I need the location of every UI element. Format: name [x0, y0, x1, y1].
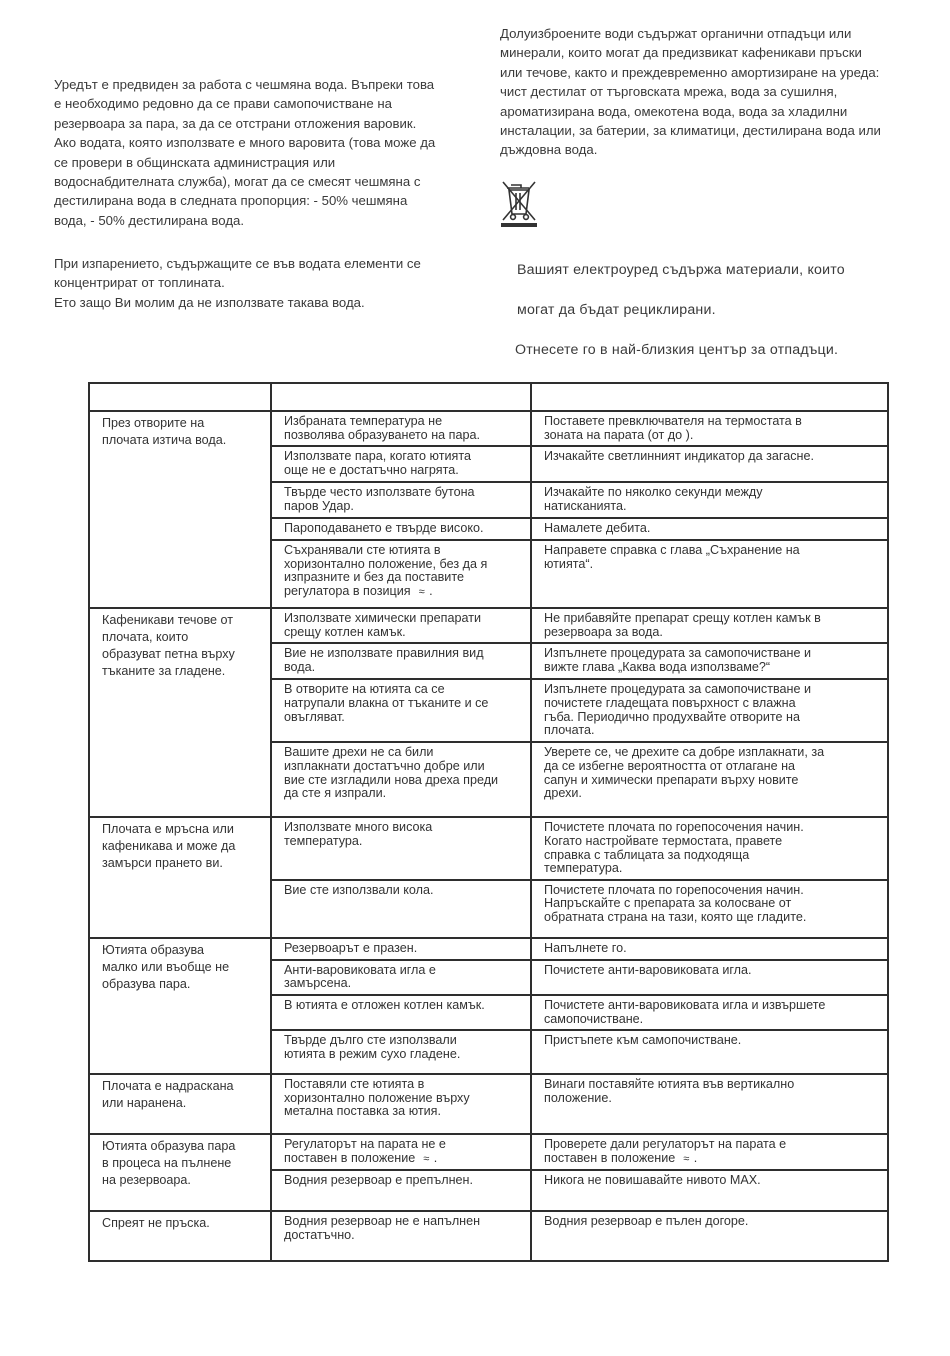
solution-cell: Водния резервоар е пълен догоре. [531, 1211, 888, 1261]
problem-cell: Ютията образува малко или въобще не образува пара. [89, 938, 271, 1074]
table-row [89, 411, 888, 446]
solution-cell: Не прибавяйте препарат срещу котлен камък в резервоара за вода. [531, 608, 888, 643]
solution-cell: Почистете плочата по горепосочения начин. Когато настройвате термостата, правете справка с таблицата за подходяща температура. [531, 817, 888, 879]
recycle-line-1: Вашият електроуред съдържа материали, които [517, 262, 845, 278]
cause-cell: Твърде често използвате бутона паров Удар. [271, 482, 531, 518]
solution-cell: Почистете анти-варовиковата игла и извършете самопочистване. [531, 995, 888, 1030]
recycle-line-3: Отнесете го в най-близкия център за отпадъци. [515, 342, 839, 358]
table-row [89, 1211, 888, 1261]
tap-water-paragraph: Уредът е предвиден за работа с чешмяна вода. Въпреки това е необходимо редовно да се прави самопочистване на резервоара за пара, за да се отстрани отложения варовик. Ако водата, която използвате е много варовита (това може да се провери в общинската администрация или водоснабдителната служба), могат да се смесят чешмяна с дестилирана вода в следната пропорция: - 50% чешмяна вода, - 50% дестилирана вода. [54, 77, 436, 228]
cause-cell: Регулаторът на парата не е поставен в положение ≈ . [271, 1134, 531, 1170]
evaporation-paragraph: При изпарението, съдържащите се във водата елементи се концентрират от топлината. Ето защо Ви молим да не използвате такава вода. [54, 256, 421, 310]
solution-cell: Проверете дали регулаторът на парата е поставен в положение ≈ . [531, 1134, 888, 1170]
table-row [89, 1074, 888, 1134]
problem-cell: Плочата е надраскана или наранена. [89, 1074, 271, 1134]
problem-cell: Кафеникави течове от плочата, които образуват петна върху тъканите за гладене. [89, 608, 271, 817]
problem-cell: Ютията образува пара в процеса на пълнене на резервоара. [89, 1134, 271, 1211]
header-cause [271, 383, 531, 411]
problem-cell: Плочата е мръсна или кафеникава и може да замърси прането ви. [89, 817, 271, 937]
steam-setting-icon: ≈ [423, 1152, 430, 1165]
cause-cell: В отворите на ютията са се натрупали влакна от тъканите и се овъгляват. [271, 679, 531, 742]
solution-cell: Уверете се, че дрехите са добре изплакнати, за да се избегне вероятността от отлагане на сапун и химически препарати върху новите дрехи. [531, 742, 888, 817]
cause-cell: Вие не използвате правилния вид вода. [271, 643, 531, 679]
steam-setting-icon: ≈ [418, 585, 425, 598]
solution-cell: Винаги поставяйте ютията във вертикално положение. [531, 1074, 888, 1134]
solution-cell: Изпълнете процедурата за самопочистване и вижте глава „Каква вода използваме?“ [531, 643, 888, 679]
cause-cell: Вашите дрехи не са били изплакнати достатъчно добре или вие сте изгладили нова дреха преди да сте я изпрали. [271, 742, 531, 817]
table-row [89, 938, 888, 960]
problem-cell: През отворите на плочата изтича вода. [89, 411, 271, 608]
cause-cell: Резервоарът е празен. [271, 938, 531, 960]
header-solution [531, 383, 888, 411]
table-row [89, 1134, 888, 1170]
solution-cell: Поставете превключвателя на термостата в зоната на парата (от до ). [531, 411, 888, 446]
crossed-out-wheeled-bin-icon [499, 179, 539, 227]
solution-cell: Никога не повишавайте нивото MAX. [531, 1170, 888, 1211]
troubleshooting-table [88, 382, 889, 1262]
problem-cell: Спреят не пръска. [89, 1211, 271, 1261]
recycle-line-2: могат да бъдат рециклирани. [517, 302, 716, 318]
cause-cell: Пароподаването е твърде високо. [271, 518, 531, 540]
table-row [89, 817, 888, 879]
cause-cell: В ютията е отложен котлен камък. [271, 995, 531, 1030]
header-problem [89, 383, 271, 411]
cause-cell: Твърде дълго сте използвали ютията в режим сухо гладене. [271, 1030, 531, 1074]
cause-cell: Използвате много висока температура. [271, 817, 531, 879]
solution-cell: Почистете плочата по горепосочения начин. Напръскайте с препарата за колосване от обратната страна на тази, която ще гладите. [531, 880, 888, 938]
solution-cell: Направете справка с глава „Съхранение на ютията“. [531, 540, 888, 608]
cause-cell: Вие сте използвали кола. [271, 880, 531, 938]
cause-cell: Водния резервоар не е напълнен достатъчно. [271, 1211, 531, 1261]
cause-cell: Използвате пара, когато ютията още не е достатъчно нагрята. [271, 446, 531, 482]
table-header-row [89, 383, 888, 411]
cause-cell: Анти-варовиковата игла е замърсена. [271, 960, 531, 995]
solution-cell: Напълнете го. [531, 938, 888, 960]
solution-cell: Пристъпете към самопочистване. [531, 1030, 888, 1074]
unsuitable-water-paragraph: Долуизброените води съдържат органични отпадъци или минерали, които могат да предизвикат кафеникави пръски или течове, както и преждевременно амортизиране на уреда: чист дестилат от търговската мрежа, вода за сушилня, ароматизирана вода, омекотена вода, вода за хладилни инсталации, за батерии, за климатици, дестилирана вода или дъждовна вода. [500, 26, 881, 158]
cause-cell: Използвате химически препарати срещу котлен камък. [271, 608, 531, 643]
recycling-notice [517, 240, 917, 380]
cause-cell: Съхранявали сте ютията в хоризонтално положение, без да я изпразните и без да поставите регулатора в позиция ≈ . [271, 540, 531, 608]
cause-cell: Водния резервоар е препълнен. [271, 1170, 531, 1211]
cause-cell: Избраната температура не позволява образуването на пара. [271, 411, 531, 446]
table-row [89, 608, 888, 643]
solution-cell: Изчакайте светлинният индикатор да загасне. [531, 446, 888, 482]
cause-cell: Поставяли сте ютията в хоризонтално положение върху метална поставка за ютия. [271, 1074, 531, 1134]
solution-cell: Намалете дебита. [531, 518, 888, 540]
solution-cell: Изпълнете процедурата за самопочистване и почистете гладещата повърхност с влажна гъба. Периодично продухвайте отворите на плочата. [531, 679, 888, 742]
steam-setting-icon: ≈ [683, 1152, 690, 1165]
solution-cell: Изчакайте по няколко секунди между натисканията. [531, 482, 888, 518]
solution-cell: Почистете анти-варовиковата игла. [531, 960, 888, 995]
